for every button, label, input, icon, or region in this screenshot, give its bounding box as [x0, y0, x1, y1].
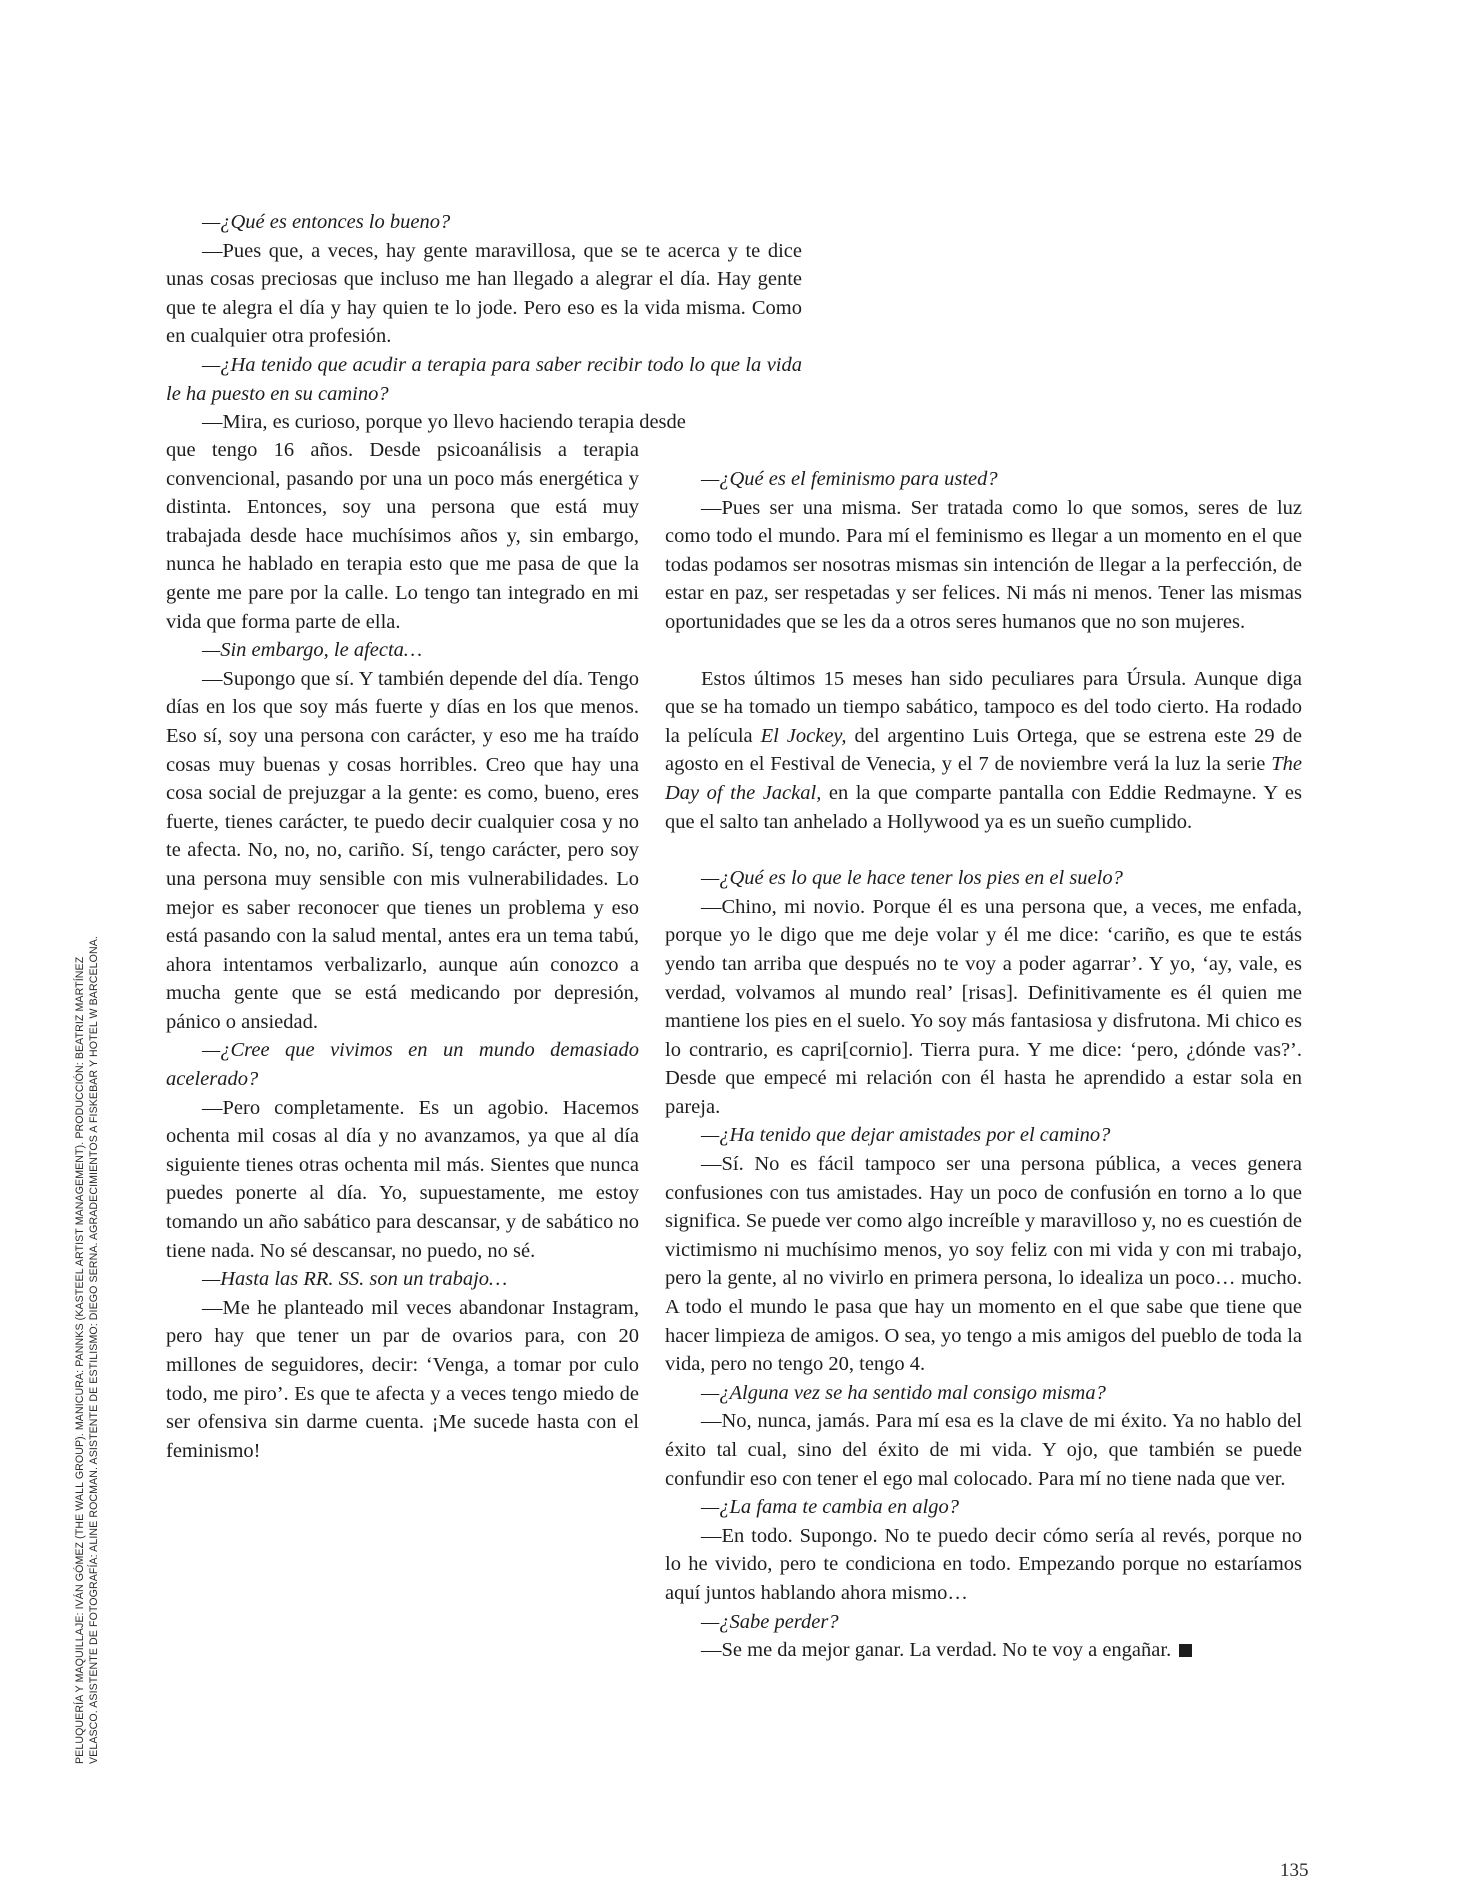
- question: —¿Qué es entonces lo bueno?: [202, 211, 451, 233]
- answer: —Mira, es curioso, porque yo llevo haciendo terapia desde: [202, 411, 686, 434]
- right-column: [665, 465, 1302, 1665]
- narrative-text-1: Estos últimos 15 meses han sido peculiares para Úrsula. Aunque diga que se ha tomado un tiempo sabático, tampoco es del todo cierto. Ha rodado la película: [665, 667, 1302, 747]
- end-mark-icon: [1179, 1644, 1192, 1657]
- answer: —Supongo que sí. Y también depende del día. Tengo días en los que soy más fuerte y días en los que menos. Eso sí, soy una persona con carácter, y eso me ha traído cosas muy buenas y cosas horribles. Creo que hay una cosa social de prejuzgar a la gente: es como, bueno, eres fuerte, tienes carácter, te puedo decir cualquier cosa y no te afecta. No, no, no, cariño. Sí, tengo carácter, pero soy una persona muy sensible con mis vulnerabilidades. Lo mejor es saber reconocer que tienes un problema y eso está pasando con la salud mental, antes era un tema tabú, ahora intentamos verbalizarlo, aunque aún conozco a mucha gente que se está medicando por depresión, pánico o ansiedad.: [166, 667, 639, 1033]
- film-title: El Jockey,: [760, 724, 847, 747]
- answer: —No, nunca, jamás. Para mí esa es la clave de mi éxito. Ya no hablo del éxito tal cual, sino del éxito de mi vida. Y ojo, que también se puede confundir eso con tener el ego mal colocado. Para mí no tiene nada que ver.: [665, 1410, 1302, 1490]
- narrative-text-3: en la que comparte pantalla con Eddie Redmayne. Y es que el salto tan anhelado a Hollywood ya es un sueño cumplido.: [665, 781, 1302, 833]
- answer-continued: que tengo 16 años. Desde psicoanálisis a terapia convencional, pasando por una un poco más energética y distinta. Entonces, soy una persona que está muy trabajada desde hace muchísimos años y, sin embargo, nunca he hablado en terapia esto que me pasa de que la gente me pare por la calle. Lo tengo tan integrado en mi vida que forma parte de ella.: [166, 439, 639, 633]
- question: —¿Alguna vez se ha sentido mal consigo misma?: [701, 1381, 1106, 1404]
- photo-credits: [73, 934, 101, 1764]
- question: —Sin embargo, le afecta…: [202, 639, 423, 662]
- narrative-paragraph: [665, 665, 1302, 837]
- question: —¿Qué es el feminismo para usted?: [701, 468, 998, 490]
- answer: —Chino, mi novio. Porque él es una persona que, a veces, me enfada, porque yo le digo que me deje volar y él me dice: ‘cariño, es que te estás yendo tan arriba que después no te voy a poder agarrar’. Y yo, ‘ay, vale, es verdad, volvamos al mundo real’ [risas]. Definitivamente es él quien me mantiene los pies en el suelo. Yo soy más fantasiosa y disfrutona. Mi chico es lo contrario, es capri[cornio]. Tierra pura. Y me dice: ‘pero, ¿dónde vas?’. Desde que empecé mi relación con él hasta he aprendido a estar sola en pareja.: [665, 895, 1302, 1118]
- narrative-text-2: del argentino Luis Ortega, que se estrena este 29 de agosto en el Festival de Venecia, y el 7 de noviembre verá la luz la serie: [665, 724, 1302, 776]
- answer: —Pero completamente. Es un agobio. Hacemos ochenta mil cosas al día y no avanzamos, ya que al día siguiente tienes otras ochenta mil más. Sientes que nunca puedes ponerte al día. Yo, supuestamente, me estoy tomando un año sabático para descansar, y de sabático no tiene nada. No sé descansar, no puedo, no sé.: [166, 1096, 639, 1262]
- question: —¿Ha tenido que acudir a terapia para saber recibir todo lo que la vida le ha puesto en su camino?: [166, 353, 802, 405]
- answer: —Sí. No es fácil tampoco ser una persona pública, a veces genera confusiones con tus amistades. Hay un poco de confusión en torno a lo que significa. Se puede ver como algo increíble y maravilloso y, no es cuestión de victimismo ni muchísimo menos, yo soy feliz con mi vida y con mi trabajo, pero la gente, al no vivirlo en primera persona, lo idealiza un poco… mucho. A todo el mundo le pasa que hay un momento en el que sabe que tiene que hacer limpieza de amigos. O sea, yo tengo a mis amigos del pueblo de toda la vida, pero no tengo 20, tengo 4.: [665, 1153, 1302, 1376]
- final-answer: [665, 1636, 1302, 1665]
- question: —¿Cree que vivimos en un mundo demasiado acelerado?: [166, 1039, 639, 1091]
- series-title: The Day of the Jackal,: [665, 753, 1302, 804]
- page-number: 135: [1280, 1860, 1309, 1881]
- credits-line-1: PELUQUERÍA Y MAQUILLAJE: IVÁN GÓMEZ (THE WALL GROUP). MANICURA: PANNKS (KASTEEL ARTIST MANAGEMENT). PRODUCCIÓN: BEATRIZ MARTÍNEZ: [74, 956, 86, 1764]
- answer: —Pues ser una misma. Ser tratada como lo que somos, seres de luz como todo el mundo. Para mí el feminismo es llegar a un momento en el que todas podamos ser nosotras mismas sin intención de llegar a la perfección, de estar en paz, ser respetadas y ser felices. Ni más ni menos. Tener las mismas oportunidades que se les da a otros seres humanos que no son mujeres.: [665, 496, 1302, 633]
- answer: —Pues que, a veces, hay gente maravillosa, que se te acerca y te dice unas cosas preciosas que incluso me han llegado a alegrar el día. Hay gente que te alegra el día y hay quien te lo jode. Pero eso es la vida misma. Como en cualquier otra profesión.: [166, 239, 802, 348]
- question: —¿Qué es lo que le hace tener los pies en el suelo?: [701, 867, 1123, 890]
- credits-line-2: VELASCO. ASISTENTE DE FOTOGRAFÍA: ALINE ROCMAN. ASISTENTE DE ESTILISMO: DIEGO SERNA. AGRADECIMIENTOS A FISKEBAR Y HOTEL W BARCELONA.: [88, 936, 100, 1764]
- answer: —Me he planteado mil veces abandonar Instagram, pero hay que tener un par de ovarios para, con 20 millones de seguidores, decir: ‘Venga, a tomar por culo todo, me piro’. Es que te afecta y a veces tengo miedo de ser ofensiva sin darme cuenta. ¡Me sucede hasta con el feminismo!: [166, 1296, 639, 1462]
- final-answer-text: —Se me da mejor ganar. La verdad. No te voy a engañar.: [701, 1639, 1172, 1662]
- intro-block: [166, 208, 802, 437]
- question: —Hasta las RR. SS. son un trabajo…: [202, 1268, 508, 1291]
- question: —¿Sabe perder?: [701, 1610, 839, 1633]
- question: —¿La fama te cambia en algo?: [701, 1496, 959, 1519]
- answer: —En todo. Supongo. No te puedo decir cómo sería al revés, porque no lo he vivido, pero te condiciona en todo. Empezando porque no estaríamos aquí juntos hablando ahora mismo…: [665, 1524, 1302, 1604]
- left-column: [166, 436, 639, 1465]
- question: —¿Ha tenido que dejar amistades por el camino?: [701, 1124, 1111, 1147]
